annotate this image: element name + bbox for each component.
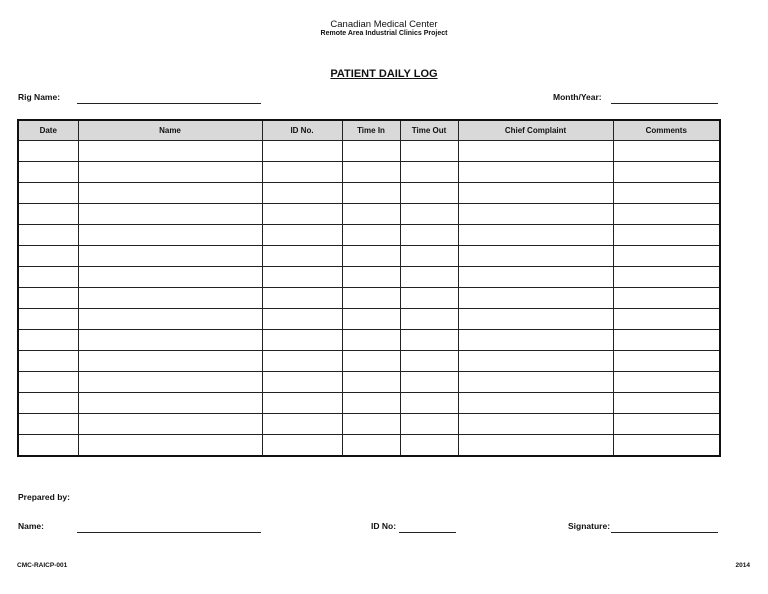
cell-comments[interactable] — [613, 414, 720, 435]
cell-name[interactable] — [78, 288, 262, 309]
preparer-id-field[interactable] — [399, 532, 456, 533]
cell-chief-complaint[interactable] — [458, 372, 613, 393]
cell-time-in[interactable] — [342, 288, 400, 309]
cell-date[interactable] — [18, 372, 78, 393]
cell-chief-complaint[interactable] — [458, 309, 613, 330]
form-code: CMC-RAICP-001 — [17, 562, 68, 569]
cell-date[interactable] — [18, 351, 78, 372]
column-header-date: Date — [18, 120, 78, 141]
month-year-field[interactable] — [611, 103, 718, 104]
cell-comments[interactable] — [613, 246, 720, 267]
cell-date[interactable] — [18, 246, 78, 267]
column-header-id: ID No. — [262, 120, 342, 141]
cell-name[interactable] — [78, 204, 262, 225]
cell-name[interactable] — [78, 435, 262, 457]
preparer-name-field[interactable] — [77, 532, 261, 533]
cell-time-in[interactable] — [342, 246, 400, 267]
rig-name-label: Rig Name: — [18, 92, 61, 102]
cell-date[interactable] — [18, 330, 78, 351]
cell-date[interactable] — [18, 414, 78, 435]
cell-comments[interactable] — [613, 309, 720, 330]
table-row — [18, 372, 720, 393]
table-row — [18, 225, 720, 246]
cell-chief-complaint[interactable] — [458, 414, 613, 435]
cell-id[interactable] — [262, 162, 342, 183]
cell-chief-complaint[interactable] — [458, 393, 613, 414]
column-header-time-out: Time Out — [400, 120, 458, 141]
patient-log-table — [17, 119, 721, 457]
cell-time-in[interactable] — [342, 183, 400, 204]
column-header-time-in: Time In — [342, 120, 400, 141]
cell-chief-complaint[interactable] — [458, 267, 613, 288]
page-title-text: PATIENT DAILY LOG — [330, 68, 438, 80]
cell-id[interactable] — [262, 372, 342, 393]
column-header-chief-complaint: Chief Complaint — [458, 120, 613, 141]
cell-time-out[interactable] — [400, 183, 458, 204]
cell-time-in[interactable] — [342, 351, 400, 372]
cell-time-in[interactable] — [342, 162, 400, 183]
cell-time-out[interactable] — [400, 267, 458, 288]
cell-date[interactable] — [18, 204, 78, 225]
cell-comments[interactable] — [613, 162, 720, 183]
cell-time-out[interactable] — [400, 162, 458, 183]
cell-name[interactable] — [78, 183, 262, 204]
cell-date[interactable] — [18, 162, 78, 183]
cell-time-out[interactable] — [400, 309, 458, 330]
cell-time-in[interactable] — [342, 414, 400, 435]
cell-name[interactable] — [78, 267, 262, 288]
cell-time-out[interactable] — [400, 330, 458, 351]
table-row — [18, 246, 720, 267]
cell-name[interactable] — [78, 414, 262, 435]
form-year: 2014 — [735, 562, 750, 569]
cell-date[interactable] — [18, 309, 78, 330]
table-row — [18, 414, 720, 435]
project-name: Remote Area Industrial Clinics Project — [320, 30, 448, 37]
cell-name[interactable] — [78, 372, 262, 393]
cell-date[interactable] — [18, 141, 78, 162]
cell-chief-complaint[interactable] — [458, 435, 613, 457]
cell-name[interactable] — [78, 351, 262, 372]
cell-id[interactable] — [262, 309, 342, 330]
cell-id[interactable] — [262, 435, 342, 457]
cell-time-in[interactable] — [342, 435, 400, 457]
signature-label: Signature: — [568, 521, 611, 531]
cell-id[interactable] — [262, 330, 342, 351]
cell-comments[interactable] — [613, 351, 720, 372]
organization-name: Canadian Medical Center — [330, 19, 438, 30]
cell-comments[interactable] — [613, 183, 720, 204]
cell-id[interactable] — [262, 414, 342, 435]
cell-time-in[interactable] — [342, 141, 400, 162]
cell-comments[interactable] — [613, 225, 720, 246]
cell-chief-complaint[interactable] — [458, 162, 613, 183]
cell-time-out[interactable] — [400, 225, 458, 246]
rig-name-field[interactable] — [77, 103, 261, 104]
column-header-name: Name — [78, 120, 262, 141]
cell-date[interactable] — [18, 225, 78, 246]
cell-id[interactable] — [262, 141, 342, 162]
table-row — [18, 141, 720, 162]
cell-time-in[interactable] — [342, 372, 400, 393]
cell-time-in[interactable] — [342, 393, 400, 414]
cell-chief-complaint[interactable] — [458, 288, 613, 309]
cell-time-out[interactable] — [400, 141, 458, 162]
cell-time-in[interactable] — [342, 225, 400, 246]
cell-time-in[interactable] — [342, 204, 400, 225]
cell-id[interactable] — [262, 225, 342, 246]
cell-time-in[interactable] — [342, 330, 400, 351]
cell-name[interactable] — [78, 141, 262, 162]
cell-date[interactable] — [18, 267, 78, 288]
cell-date[interactable] — [18, 435, 78, 457]
cell-name[interactable] — [78, 162, 262, 183]
table-row — [18, 435, 720, 457]
cell-name[interactable] — [78, 330, 262, 351]
table-row — [18, 162, 720, 183]
cell-chief-complaint[interactable] — [458, 246, 613, 267]
cell-time-out[interactable] — [400, 414, 458, 435]
cell-id[interactable] — [262, 351, 342, 372]
cell-id[interactable] — [262, 246, 342, 267]
cell-comments[interactable] — [613, 372, 720, 393]
cell-time-out[interactable] — [400, 288, 458, 309]
cell-date[interactable] — [18, 183, 78, 204]
cell-name[interactable] — [78, 393, 262, 414]
table-row — [18, 288, 720, 309]
table-row — [18, 204, 720, 225]
signature-field[interactable] — [611, 532, 718, 533]
cell-time-out[interactable] — [400, 393, 458, 414]
cell-chief-complaint[interactable] — [458, 141, 613, 162]
cell-chief-complaint[interactable] — [458, 351, 613, 372]
cell-comments[interactable] — [613, 393, 720, 414]
cell-date[interactable] — [18, 393, 78, 414]
cell-id[interactable] — [262, 267, 342, 288]
cell-comments[interactable] — [613, 267, 720, 288]
cell-chief-complaint[interactable] — [458, 204, 613, 225]
cell-time-out[interactable] — [400, 246, 458, 267]
cell-comments[interactable] — [613, 330, 720, 351]
table-row — [18, 330, 720, 351]
cell-time-out[interactable] — [400, 351, 458, 372]
cell-comments[interactable] — [613, 435, 720, 457]
preparer-name-label: Name: — [18, 521, 44, 531]
cell-time-in[interactable] — [342, 267, 400, 288]
cell-name[interactable] — [78, 225, 262, 246]
table-row — [18, 183, 720, 204]
table-row — [18, 351, 720, 372]
cell-chief-complaint[interactable] — [458, 183, 613, 204]
cell-id[interactable] — [262, 204, 342, 225]
table-row — [18, 267, 720, 288]
cell-chief-complaint[interactable] — [458, 225, 613, 246]
table-row — [18, 393, 720, 414]
cell-time-out[interactable] — [400, 435, 458, 457]
cell-time-out[interactable] — [400, 372, 458, 393]
preparer-id-label: ID No: — [371, 521, 397, 531]
cell-comments[interactable] — [613, 288, 720, 309]
cell-date[interactable] — [18, 288, 78, 309]
column-header-comments: Comments — [613, 120, 720, 141]
cell-id[interactable] — [262, 183, 342, 204]
cell-name[interactable] — [78, 309, 262, 330]
cell-comments[interactable] — [613, 141, 720, 162]
cell-time-out[interactable] — [400, 204, 458, 225]
cell-id[interactable] — [262, 288, 342, 309]
table-body — [18, 141, 720, 457]
table-header-row — [18, 120, 720, 141]
table-row — [18, 309, 720, 330]
month-year-label: Month/Year: — [553, 92, 602, 102]
cell-comments[interactable] — [613, 204, 720, 225]
cell-chief-complaint[interactable] — [458, 330, 613, 351]
cell-name[interactable] — [78, 246, 262, 267]
prepared-by-label: Prepared by: — [18, 492, 70, 502]
cell-id[interactable] — [262, 393, 342, 414]
page-title — [0, 68, 768, 80]
cell-time-in[interactable] — [342, 309, 400, 330]
